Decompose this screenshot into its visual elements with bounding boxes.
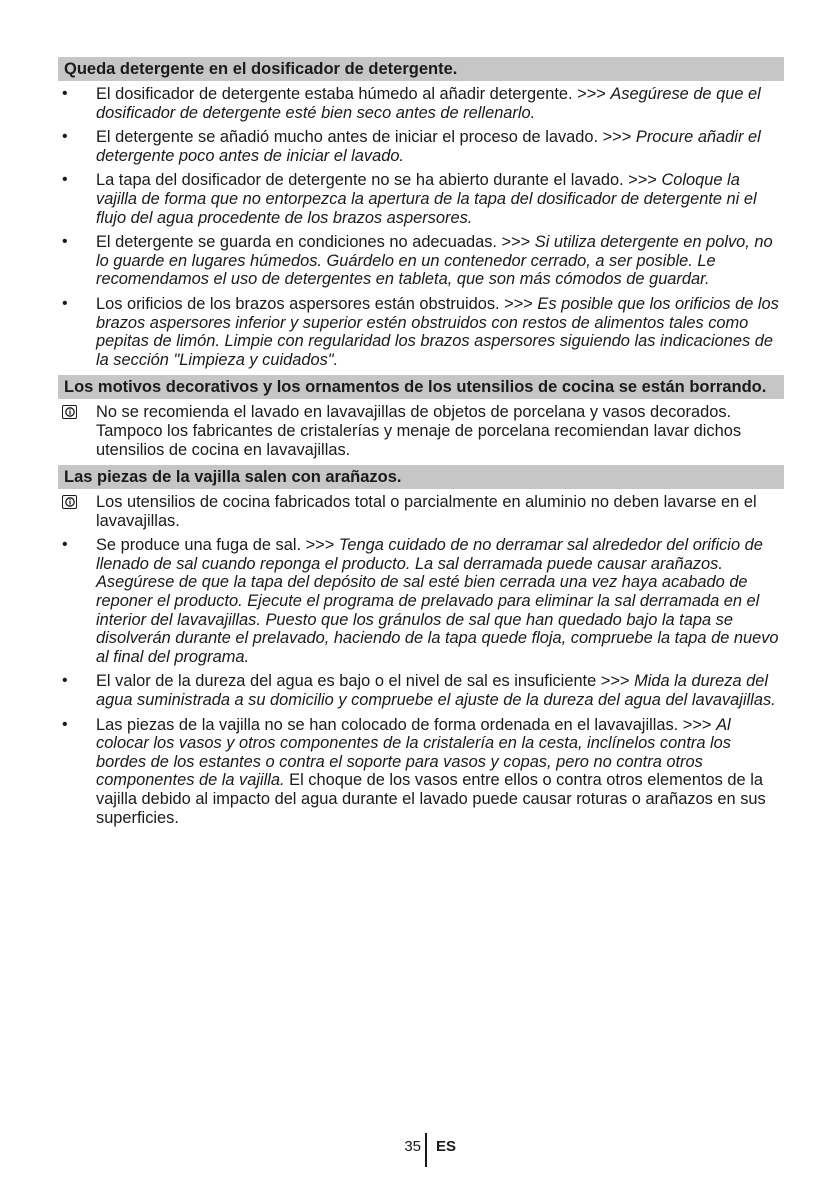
info-icon bbox=[62, 405, 77, 419]
item-list bbox=[58, 489, 784, 833]
section-scratches bbox=[58, 465, 784, 833]
cause-text: El detergente se añadió mucho antes de iniciar el proceso de lavado. >>> bbox=[96, 128, 636, 147]
remedy-text: Asegúrese de que el dosificador de detergente esté bien seco antes de rellenarlo. bbox=[96, 85, 761, 122]
note-text: Los utensilios de cocina fabricados total o parcialmente en aluminio no deben lavarse en el lavavajillas. bbox=[96, 493, 757, 530]
remedy-text: Mida la dureza del agua suministrada a su domicilio y compruebe el ajuste de la dureza del agua del lavavajillas. bbox=[96, 672, 776, 710]
page-number: 35 bbox=[404, 1138, 421, 1155]
cause-text: La tapa del dosificador de detergente no se ha abierto durante el lavado. >>> bbox=[96, 171, 662, 190]
bullet-icon: • bbox=[62, 128, 68, 146]
list-item bbox=[58, 233, 784, 289]
list-item bbox=[58, 85, 784, 122]
page-footer bbox=[0, 1133, 840, 1171]
list-item bbox=[58, 716, 784, 828]
info-icon bbox=[62, 495, 77, 509]
list-item bbox=[58, 295, 784, 369]
item-list bbox=[58, 399, 784, 465]
remedy-text: Coloque la vajilla de forma que no entorpezca la apertura de la tapa del dosificador de detergente ni el flujo del agua procedente de los brazos aspersores. bbox=[96, 171, 757, 227]
note-text: No se recomienda el lavado en lavavajillas de objetos de porcelana y vasos decorados. Tampoco los fabricantes de cristalerías y menaje de porcelana recomiendan lavar dichos utensilios de cocina en lavavajillas. bbox=[96, 403, 742, 459]
section-header: Los motivos decorativos y los ornamentos de los utensilios de cocina se están borrando. bbox=[58, 375, 784, 399]
cause-text: Las piezas de la vajilla no se han colocado de forma ordenada en el lavavajillas. >>> bbox=[96, 715, 717, 734]
remedy-text: Al colocar los vasos y otros componentes de la cristalería en la cesta, inclínelos contra los bordes de los estantes o contra el soporte para vasos y copas, pero no contra otros componentes de la vajilla. bbox=[96, 715, 731, 790]
bullet-icon: • bbox=[62, 672, 68, 690]
item-list bbox=[58, 81, 784, 375]
list-item bbox=[58, 672, 784, 709]
list-item bbox=[58, 403, 784, 459]
bullet-icon: • bbox=[62, 715, 68, 733]
cause-text: El detergente se guarda en condiciones no adecuadas. >>> bbox=[96, 233, 535, 252]
bullet-icon: • bbox=[62, 536, 68, 554]
section-decorations-fading bbox=[58, 375, 784, 465]
bullet-icon: • bbox=[62, 294, 68, 312]
section-residual-detergent bbox=[58, 57, 784, 375]
bullet-icon: • bbox=[62, 171, 68, 189]
continuation-text: El choque de los vasos entre ellos o contra otros elementos de la vajilla debido al impacto del agua durante el lavado puede causar roturas o arañazos en sus superficies. bbox=[96, 771, 766, 827]
cause-text: El dosificador de detergente estaba húmedo al añadir detergente. >>> bbox=[96, 85, 611, 103]
list-item bbox=[58, 128, 784, 165]
remedy-text: Es posible que los orificios de los brazos aspersores inferior y superior estén obstruidos con restos de alimentos tales como pepitas de limón. Limpie con regularidad los brazos aspersores siguiendo las indicaciones de la sección "Limpieza y cuidados". bbox=[96, 294, 779, 369]
cause-text: Los orificios de los brazos aspersores están obstruidos. >>> bbox=[96, 294, 538, 313]
section-header: Las piezas de la vajilla salen con arañazos. bbox=[58, 465, 784, 489]
language-label: ES bbox=[436, 1138, 457, 1155]
bullet-icon: • bbox=[62, 233, 68, 251]
list-item bbox=[58, 171, 784, 227]
list-item bbox=[58, 536, 784, 666]
remedy-text: Procure añadir el detergente poco antes de iniciar el lavado. bbox=[96, 128, 761, 165]
remedy-text: Tenga cuidado de no derramar sal alrededor del orificio de llenado de sal cuando reponga el producto. La sal derramada puede causar arañazos. Asegúrese de que la tapa del depósito de sal esté bien cerrada una vez haya acabado de reponer el producto. Ejecute el programa de prelavado para eliminar la sal derramada en el interior del lavavajillas. Puesto que los gránulos de sal que han quedado bajo la tapa se disolverán durante el prelavado, haciendo de la tapa quede floja, compruebe la tapa de nuevo al final del programa. bbox=[96, 536, 779, 666]
cause-text: El valor de la dureza del agua es bajo o el nivel de sal es insuficiente >>> bbox=[96, 672, 635, 691]
section-header: Queda detergente en el dosificador de detergente. bbox=[58, 57, 784, 81]
document-body bbox=[58, 57, 784, 833]
footer-divider bbox=[425, 1133, 427, 1167]
cause-text: Se produce una fuga de sal. >>> bbox=[96, 536, 339, 555]
list-item bbox=[58, 493, 784, 530]
bullet-icon: • bbox=[62, 85, 68, 102]
remedy-text: Si utiliza detergente en polvo, no lo guarde en lugares húmedos. Guárdelo en un contenedor cerrado, a ser posible. Le recomendamos el uso de detergentes en tableta, que son más cómodos de guardar. bbox=[96, 233, 773, 289]
